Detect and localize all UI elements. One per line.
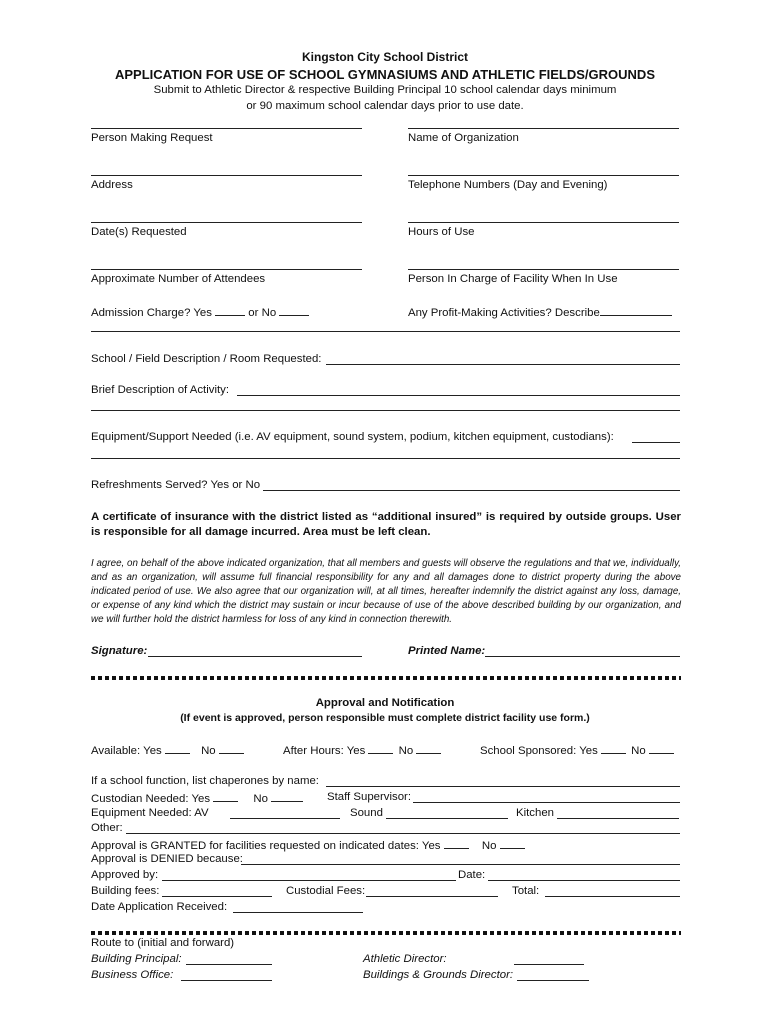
granted-label: Approval is GRANTED for facilities requested on indicated dates: Yes [91, 840, 441, 852]
available-no-label: No [201, 745, 216, 757]
equipment-needed-label: Equipment Needed: AV [91, 807, 209, 819]
building-principal-line[interactable] [186, 964, 272, 965]
submit-instructions-line2: or 90 maximum school calendar days prior to use date. [246, 100, 524, 112]
profit-making-blank[interactable] [600, 305, 672, 316]
other-line[interactable] [126, 833, 680, 834]
equipment-av-line[interactable] [230, 818, 340, 819]
section-divider-2 [91, 931, 681, 935]
granted-yes-blank[interactable] [444, 838, 469, 849]
building-principal-label: Building Principal: [91, 953, 182, 965]
sound-label: Sound [350, 807, 383, 819]
printed-name-label: Printed Name: [408, 645, 486, 657]
person-making-request-line[interactable] [91, 128, 362, 129]
brief-description-line[interactable] [237, 395, 680, 396]
business-office-line[interactable] [181, 980, 272, 981]
denied-line[interactable] [241, 864, 680, 865]
building-fees-label: Building fees: [91, 885, 160, 897]
form-title: APPLICATION FOR USE OF SCHOOL GYMNASIUMS AND ATHLETIC FIELDS/GROUNDS [115, 67, 655, 82]
after-hours-no-label: No [398, 745, 414, 757]
brief-description-label: Brief Description of Activity: [91, 384, 229, 396]
attendees-label: Approximate Number of Attendees [91, 273, 266, 285]
total-label: Total: [512, 885, 540, 897]
approved-by-line[interactable] [162, 880, 456, 881]
school-field-description-label: School / Field Description / Room Requested: [91, 353, 322, 365]
equipment-support-line-2[interactable] [91, 458, 680, 459]
insurance-notice: A certificate of insurance with the district listed as “additional insured” is required by outside groups. User is responsible for all damage incurred. Area must be left clean. [91, 511, 681, 538]
date-received-line[interactable] [233, 912, 363, 913]
hours-of-use-line[interactable] [408, 222, 679, 223]
address-line[interactable] [91, 175, 362, 176]
admission-no-blank[interactable] [279, 305, 309, 316]
admission-charge-label: Admission Charge? Yes [91, 307, 212, 319]
person-in-charge-label: Person In Charge of Facility When In Use [408, 273, 618, 285]
approved-by-label: Approved by: [91, 869, 159, 881]
date-received-label: Date Application Received: [91, 901, 228, 913]
chaperones-line[interactable] [326, 786, 680, 787]
denied-label: Approval is DENIED because: [91, 853, 243, 865]
person-making-request-label: Person Making Request [91, 132, 213, 144]
school-sponsored-no-label: No [631, 745, 646, 757]
business-office-label: Business Office: [91, 969, 174, 981]
refreshments-label: Refreshments Served? Yes or No [91, 479, 261, 491]
brief-description-line-2[interactable] [91, 410, 680, 411]
school-sponsored-no-blank[interactable] [649, 743, 674, 754]
school-sponsored-label: School Sponsored: Yes [480, 745, 598, 757]
available-row [91, 743, 244, 757]
school-sponsored-row [480, 743, 674, 757]
date-line[interactable] [488, 880, 680, 881]
after-hours-no-blank[interactable] [416, 743, 441, 754]
granted-no-blank[interactable] [500, 838, 525, 849]
staff-supervisor-label: Staff Supervisor: [327, 791, 411, 803]
district-name: Kingston City School District [301, 50, 468, 64]
available-label: Available: Yes [91, 745, 162, 757]
available-yes-blank[interactable] [165, 743, 190, 754]
address-label: Address [91, 179, 133, 191]
athletic-director-label: Athletic Director: [363, 953, 447, 965]
telephone-line[interactable] [408, 175, 679, 176]
admission-yes-blank[interactable] [215, 305, 245, 316]
custodian-row [91, 791, 303, 805]
profit-making-row [408, 305, 672, 319]
name-of-organization-label: Name of Organization [408, 132, 519, 144]
hours-of-use-label: Hours of Use [408, 226, 475, 238]
printed-name-line[interactable] [485, 656, 680, 657]
submit-instructions-line1: Submit to Athletic Director & respective Building Principal 10 school calendar days minimum [153, 84, 617, 96]
custodian-no-label: No [253, 793, 268, 805]
profit-making-label: Any Profit-Making Activities? Describe [408, 307, 600, 319]
kitchen-line[interactable] [557, 818, 679, 819]
signature-label: Signature: [91, 645, 148, 657]
agreement-text: I agree, on behalf of the above indicated organization, that all members and guests will observe the regulations and that we, individually, and as an organization, will assume full financial responsibility for any and all damages done to district property during the above indicated period of use. We also agree that our organization will, at all times, hereafter indemnify the district against any loss, damage, or expense of any kind which the district may sustain or incur because of use of the above described building by our organization, and we will further hold the district harmless for loss of any kind in connection therewith. [91, 558, 681, 625]
school-field-description-line[interactable] [326, 364, 680, 365]
profit-making-continuation-line[interactable] [91, 331, 680, 332]
school-sponsored-yes-blank[interactable] [601, 743, 626, 754]
admission-or-no-label: or No [248, 307, 277, 319]
custodian-needed-label: Custodian Needed: Yes [91, 793, 211, 805]
custodial-fees-line[interactable] [366, 896, 498, 897]
kitchen-label: Kitchen [516, 807, 554, 819]
sound-line[interactable] [386, 818, 508, 819]
attendees-line[interactable] [91, 269, 362, 270]
granted-row [91, 838, 525, 852]
chaperones-label: If a school function, list chaperones by name: [91, 775, 319, 787]
athletic-director-line[interactable] [514, 964, 584, 965]
building-fees-line[interactable] [162, 896, 272, 897]
total-line[interactable] [545, 896, 680, 897]
route-label: Route to (initial and forward) [91, 937, 235, 949]
available-no-blank[interactable] [219, 743, 244, 754]
equipment-support-line[interactable] [632, 442, 680, 443]
approval-subheading: (If event is approved, person responsible must complete district facility use form.) [180, 712, 590, 724]
date-label: Date: [458, 869, 486, 881]
dates-requested-line[interactable] [91, 222, 362, 223]
after-hours-label: After Hours: Yes [283, 745, 366, 757]
buildings-grounds-label: Buildings & Grounds Director: [363, 969, 514, 981]
after-hours-yes-blank[interactable] [368, 743, 393, 754]
admission-charge-row [91, 305, 309, 319]
custodian-yes-blank[interactable] [213, 791, 238, 802]
granted-no-label: No [481, 840, 497, 852]
telephone-label: Telephone Numbers (Day and Evening) [408, 179, 608, 191]
name-of-organization-line[interactable] [408, 128, 679, 129]
staff-supervisor-line[interactable] [413, 802, 680, 803]
person-in-charge-line[interactable] [408, 269, 679, 270]
equipment-support-label: Equipment/Support Needed (i.e. AV equipment, sound system, podium, kitchen equipment, custodians): [91, 431, 614, 443]
after-hours-row [283, 743, 441, 757]
buildings-grounds-line[interactable] [517, 980, 589, 981]
custodial-fees-label: Custodial Fees: [286, 885, 366, 897]
approval-heading: Approval and Notification [315, 697, 455, 709]
section-divider [91, 676, 681, 680]
refreshments-line[interactable] [263, 490, 680, 491]
custodian-no-blank[interactable] [271, 791, 303, 802]
dates-requested-label: Date(s) Requested [91, 226, 187, 238]
other-label: Other: [91, 822, 123, 834]
signature-line[interactable] [148, 656, 362, 657]
